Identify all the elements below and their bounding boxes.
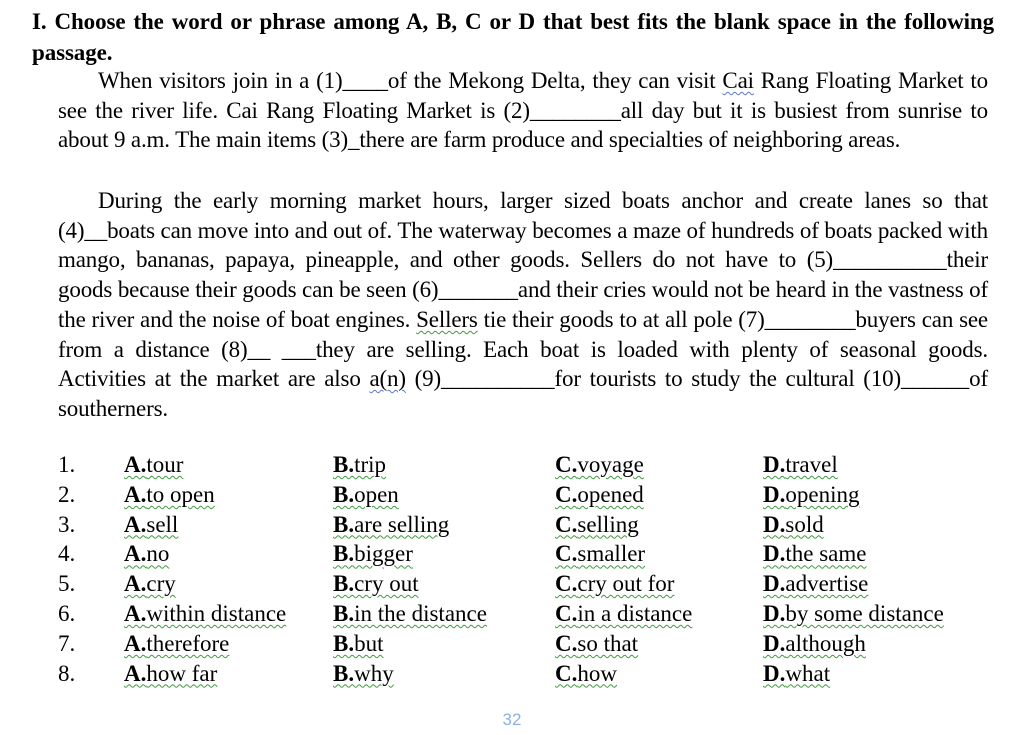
option-letter: A.	[124, 481, 147, 507]
page-number: 32	[502, 710, 522, 729]
option-text: cry out	[354, 571, 419, 597]
option-letter: A.	[124, 630, 147, 656]
question-number: 2.	[58, 481, 76, 507]
option-letter: B.	[333, 660, 355, 686]
passage-text: of the Mekong Delta, they can visit	[387, 68, 723, 93]
option-c[interactable]	[555, 661, 617, 687]
option-text: tour	[146, 452, 184, 477]
option-b[interactable]	[333, 601, 487, 627]
option-letter: B.	[333, 452, 355, 477]
option-text: how	[577, 660, 617, 686]
option-text: so that	[577, 630, 639, 656]
option-letter: B.	[333, 630, 355, 656]
option-d[interactable]	[763, 482, 859, 508]
option-letter: A.	[124, 660, 147, 686]
option-letter: C.	[555, 511, 578, 537]
option-letter: A.	[124, 541, 147, 567]
blank-2: ________	[529, 97, 621, 123]
option-a[interactable]	[124, 512, 178, 538]
passage-text: their goods because their goods can be seen (6)	[58, 247, 988, 303]
option-text: how far	[146, 660, 218, 686]
option-text: cry out for	[577, 571, 675, 597]
question-number: 8.	[58, 660, 76, 686]
blank-7: ________	[764, 306, 856, 332]
option-letter: B.	[333, 600, 355, 626]
question-number: 4.	[58, 541, 76, 567]
option-letter: C.	[555, 630, 578, 656]
option-text: but	[354, 630, 384, 656]
option-text: no	[146, 541, 170, 567]
option-b[interactable]	[333, 631, 383, 657]
option-letter: D.	[763, 541, 786, 567]
question-number: 1.	[58, 452, 76, 477]
option-text: in a distance	[577, 600, 693, 626]
option-letter: D.	[763, 630, 786, 656]
option-letter: D.	[763, 660, 786, 686]
option-a[interactable]	[124, 571, 176, 597]
option-b[interactable]	[333, 512, 449, 538]
spellcheck-word: Sellers	[416, 306, 478, 332]
option-text: selling	[577, 511, 639, 537]
option-c[interactable]	[555, 631, 638, 657]
option-letter: C.	[555, 660, 578, 686]
option-letter: C.	[555, 481, 578, 507]
blank-4: __	[84, 217, 108, 243]
option-letter: C.	[555, 571, 578, 597]
option-text: are selling	[354, 511, 450, 537]
option-letter: B.	[333, 541, 355, 567]
option-b[interactable]	[333, 541, 413, 567]
section-heading: I. Choose the word or phrase among A, B, C or D that best fits the blank space in the following passage.	[32, 9, 994, 65]
option-b[interactable]	[333, 482, 399, 508]
option-c[interactable]	[555, 541, 645, 567]
option-letter: D.	[763, 481, 786, 507]
question-number: 5.	[58, 571, 76, 597]
option-letter: A.	[124, 571, 147, 597]
blank-8: __ ___	[247, 336, 316, 362]
passage-text: of southerners.	[58, 366, 988, 421]
option-a[interactable]	[124, 601, 286, 627]
passage-text: When visitors join in a (1)	[98, 68, 343, 93]
option-text: sold	[785, 511, 824, 537]
option-b[interactable]	[333, 452, 386, 478]
passage-text: Rang Floating Market to see the river life. Cai Rang Floating Market is (2)	[58, 68, 988, 123]
option-letter: D.	[763, 511, 786, 537]
option-row-2	[58, 482, 998, 512]
option-c[interactable]	[555, 601, 692, 627]
option-text: open	[354, 481, 399, 507]
option-d[interactable]	[763, 571, 868, 597]
option-c[interactable]	[555, 452, 644, 478]
question-number: 7.	[58, 630, 76, 656]
option-text: voyage	[577, 452, 644, 477]
option-d[interactable]	[763, 631, 866, 657]
option-text: sell	[146, 511, 179, 537]
option-text: opened	[577, 481, 644, 507]
option-text: within distance	[146, 600, 287, 626]
option-text: by some distance	[785, 600, 944, 626]
option-a[interactable]	[124, 482, 215, 508]
option-a[interactable]	[124, 661, 217, 687]
option-row-3	[58, 512, 998, 542]
option-row-1	[58, 452, 998, 482]
passage-text: for tourists to study the cultural (10)	[554, 366, 902, 392]
answer-options-list	[58, 452, 998, 690]
passage-paragraph-2	[58, 186, 988, 424]
option-text: in the distance	[354, 600, 487, 626]
option-b[interactable]	[333, 661, 394, 687]
option-text: to open	[146, 481, 215, 507]
passage-text: boats can move into and out of. The waterway becomes a maze of hundreds of boats packed with mango, bananas, papaya, pineapple, and other goods. Sellers do not have to (5)	[58, 217, 988, 273]
passage-paragraph-1	[58, 66, 988, 155]
option-d[interactable]	[763, 601, 944, 627]
option-text: trip	[354, 452, 387, 477]
option-c[interactable]	[555, 512, 639, 538]
passage-text: they are selling. Each boat is loaded with plenty of seasonal goods. Activities at the market are also	[58, 336, 988, 392]
passage-text: there are farm produce and specialties of neighboring areas.	[359, 127, 901, 153]
option-letter: D.	[763, 571, 786, 597]
question-number: 3.	[58, 511, 76, 537]
blank-10: ______	[901, 366, 970, 392]
option-b[interactable]	[333, 571, 419, 597]
blank-1: ____	[342, 68, 388, 93]
option-letter: B.	[333, 511, 355, 537]
option-letter: C.	[555, 600, 578, 626]
option-row-5	[58, 571, 998, 601]
option-row-7	[58, 631, 998, 661]
option-a[interactable]	[124, 541, 169, 567]
option-row-4	[58, 541, 998, 571]
option-text: what	[785, 660, 831, 686]
passage-text: During the early morning market hours, larger sized boats anchor and create lanes so that (4)	[58, 188, 988, 243]
question-number: 6.	[58, 600, 76, 626]
option-letter: D.	[763, 600, 786, 626]
option-text: advertise	[785, 571, 869, 597]
blank-9: __________	[441, 366, 555, 392]
option-letter: B.	[333, 571, 355, 597]
option-text: therefore	[146, 630, 230, 656]
option-letter: C.	[555, 541, 578, 567]
passage-text: (9)	[405, 366, 441, 392]
option-text: although	[785, 630, 866, 656]
option-letter: C.	[555, 452, 578, 477]
passage-text: and their cries would not be heard in the vastness of the river and the noise of boat engines.	[58, 277, 988, 332]
option-a[interactable]	[124, 631, 229, 657]
option-letter: B.	[333, 481, 355, 507]
passage-text: tie their goods to at all pole (7)	[477, 306, 765, 332]
passage-text: all day but it is busiest from sunrise to about 9 a.m. The main items (3)	[58, 97, 988, 153]
option-letter: D.	[763, 452, 786, 477]
option-text: smaller	[577, 541, 646, 567]
blank-5: __________	[833, 247, 947, 273]
option-text: cry	[146, 571, 176, 597]
option-text: the same	[785, 541, 867, 567]
option-letter: A.	[124, 511, 147, 537]
option-text: travel	[785, 452, 838, 477]
option-row-6	[58, 601, 998, 631]
spellcheck-word: Cai	[722, 68, 754, 93]
option-a[interactable]	[124, 452, 183, 478]
spellcheck-word: a(n)	[369, 366, 406, 392]
option-d[interactable]	[763, 452, 838, 478]
option-d[interactable]	[763, 541, 866, 567]
option-text: why	[354, 660, 394, 686]
blank-3: _	[348, 127, 360, 153]
passage-text: buyers can see from a distance (8)	[58, 306, 988, 362]
option-c[interactable]	[555, 482, 644, 508]
option-c[interactable]	[555, 571, 674, 597]
option-letter: A.	[124, 600, 147, 626]
option-d[interactable]	[763, 661, 830, 687]
option-text: opening	[785, 481, 860, 507]
option-letter: A.	[124, 452, 147, 477]
option-row-8	[58, 661, 998, 691]
option-text: bigger	[354, 541, 413, 567]
blank-6: _______	[438, 277, 518, 303]
option-d[interactable]	[763, 512, 824, 538]
